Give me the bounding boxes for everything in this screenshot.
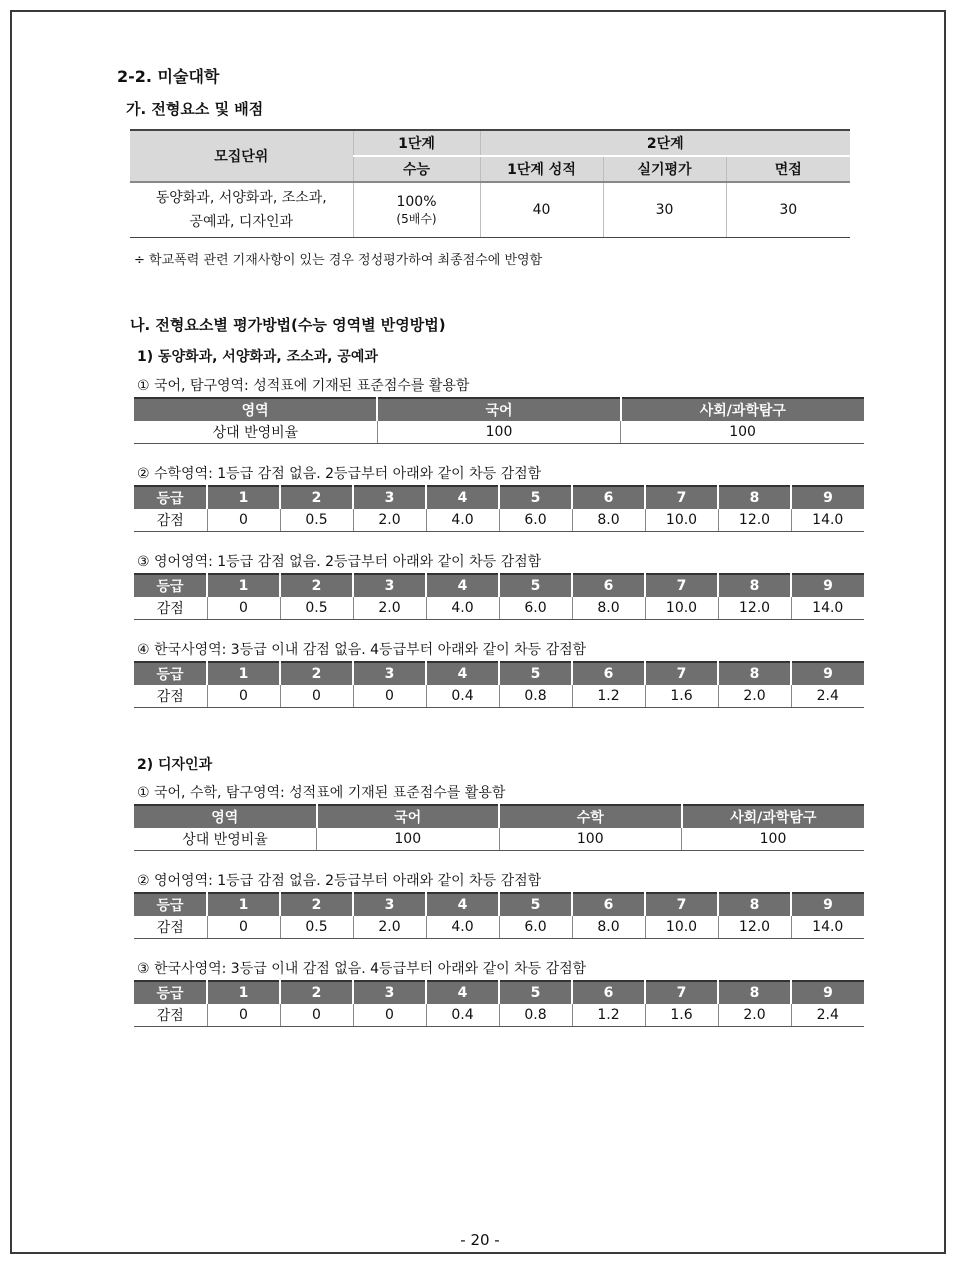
- grade-header-3: 3: [353, 981, 426, 1004]
- deduction-label: 감점: [134, 916, 207, 939]
- korean-ratio: 100: [377, 421, 620, 444]
- grade-header-3: 3: [353, 574, 426, 597]
- part2-item2-title: ② 영어영역: 1등급 감점 없음. 2등급부터 아래와 같이 차등 감점함: [137, 873, 542, 889]
- practical-value: 30: [603, 182, 726, 238]
- grade-header-label: 등급: [134, 893, 207, 916]
- grade-header-6: 6: [572, 486, 645, 509]
- deduction-grade-3: 2.0: [353, 509, 426, 532]
- interview-header: 면접: [726, 156, 850, 182]
- part1-title: 1) 동양화과, 서양화과, 조소과, 공예과: [137, 349, 378, 365]
- grade-header-8: 8: [718, 486, 791, 509]
- subsection-ga-title: 가. 전형요소 및 배점: [126, 100, 264, 118]
- unit-header: 모집단위: [130, 130, 353, 182]
- grade-header-2: 2: [280, 486, 353, 509]
- grade-header-2: 2: [280, 574, 353, 597]
- part2-history-deduction-table: [134, 980, 864, 1027]
- grade-header-3: 3: [353, 893, 426, 916]
- unit-cell: [130, 182, 353, 238]
- grade-header-2: 2: [280, 981, 353, 1004]
- deduction-grade-4: 4.0: [426, 916, 499, 939]
- deduction-grade-5: 6.0: [499, 916, 572, 939]
- part2-item1-title: ① 국어, 수학, 탐구영역: 성적표에 기재된 표준점수를 활용함: [137, 785, 506, 801]
- unit-line-2: 공예과, 디자인과: [189, 214, 294, 230]
- deduction-grade-1: 0: [207, 509, 280, 532]
- deduction-grade-1: 0: [207, 597, 280, 620]
- deduction-grade-6: 8.0: [572, 916, 645, 939]
- suneung-cell: [353, 182, 480, 238]
- part1-english-deduction-table: [134, 573, 864, 620]
- deduction-grade-8: 2.0: [718, 1004, 791, 1027]
- grade-header-5: 5: [499, 486, 572, 509]
- grade-header-5: 5: [499, 662, 572, 685]
- deduction-grade-5: 0.8: [499, 685, 572, 708]
- deduction-grade-1: 0: [207, 916, 280, 939]
- suneung-multiplier: (5배수): [396, 211, 437, 226]
- deduction-label: 감점: [134, 1004, 207, 1027]
- stage1-score-header: 1단계 성적: [480, 156, 603, 182]
- area-header: 영역: [134, 805, 317, 828]
- part1-item4-title: ④ 한국사영역: 3등급 이내 감점 없음. 4등급부터 아래와 같이 차등 감점함: [137, 642, 587, 658]
- grade-header-1: 1: [207, 486, 280, 509]
- deduction-grade-8: 12.0: [718, 509, 791, 532]
- grade-header-3: 3: [353, 662, 426, 685]
- part1-item2-title: ② 수학영역: 1등급 감점 없음. 2등급부터 아래와 같이 차등 감점함: [137, 466, 542, 482]
- deduction-label: 감점: [134, 597, 207, 620]
- grade-header-4: 4: [426, 574, 499, 597]
- grade-header-5: 5: [499, 574, 572, 597]
- subsection-na-title: 나. 전형요소별 평가방법(수능 영역별 반영방법): [130, 316, 446, 334]
- grade-header-2: 2: [280, 893, 353, 916]
- selection-elements-table: [130, 129, 850, 238]
- deduction-grade-7: 1.6: [645, 685, 718, 708]
- grade-header-4: 4: [426, 981, 499, 1004]
- grade-header-1: 1: [207, 662, 280, 685]
- school-violence-note: ÷ 학교폭력 관련 기재사항이 있는 경우 정성평가하여 최종점수에 반영함: [134, 253, 543, 268]
- unit-line-1: 동양화과, 서양화과, 조소과,: [155, 190, 327, 206]
- deduction-label: 감점: [134, 509, 207, 532]
- deduction-grade-6: 8.0: [572, 509, 645, 532]
- grade-header-8: 8: [718, 893, 791, 916]
- deduction-grade-5: 6.0: [499, 597, 572, 620]
- deduction-grade-7: 1.6: [645, 1004, 718, 1027]
- korean-ratio: 100: [317, 828, 500, 851]
- part1-ratio-table: [134, 397, 864, 444]
- deduction-grade-9: 14.0: [791, 597, 864, 620]
- deduction-grade-3: 0: [353, 685, 426, 708]
- deduction-grade-1: 0: [207, 685, 280, 708]
- grade-header-8: 8: [718, 574, 791, 597]
- grade-header-label: 등급: [134, 486, 207, 509]
- social-science-ratio: 100: [682, 828, 865, 851]
- grade-header-label: 등급: [134, 574, 207, 597]
- deduction-grade-6: 8.0: [572, 597, 645, 620]
- stage1-header: 1단계: [353, 130, 480, 156]
- grade-header-1: 1: [207, 893, 280, 916]
- math-header: 수학: [499, 805, 682, 828]
- grade-header-1: 1: [207, 574, 280, 597]
- grade-header-4: 4: [426, 893, 499, 916]
- korean-header: 국어: [377, 398, 620, 421]
- deduction-grade-3: 0: [353, 1004, 426, 1027]
- suneung-header: 수능: [353, 156, 480, 182]
- deduction-grade-2: 0.5: [280, 509, 353, 532]
- social-science-ratio: 100: [621, 421, 864, 444]
- deduction-label: 감점: [134, 685, 207, 708]
- deduction-grade-8: 12.0: [718, 597, 791, 620]
- grade-header-label: 등급: [134, 662, 207, 685]
- area-header: 영역: [134, 398, 377, 421]
- interview-value: 30: [726, 182, 850, 238]
- grade-header-5: 5: [499, 981, 572, 1004]
- deduction-grade-8: 12.0: [718, 916, 791, 939]
- grade-header-1: 1: [207, 981, 280, 1004]
- deduction-grade-5: 6.0: [499, 509, 572, 532]
- part2-ratio-table: [134, 804, 864, 851]
- part1-history-deduction-table: [134, 661, 864, 708]
- grade-header-6: 6: [572, 574, 645, 597]
- part2-english-deduction-table: [134, 892, 864, 939]
- grade-header-9: 9: [791, 893, 864, 916]
- grade-header-label: 등급: [134, 981, 207, 1004]
- deduction-grade-7: 10.0: [645, 916, 718, 939]
- part1-math-deduction-table: [134, 485, 864, 532]
- grade-header-6: 6: [572, 662, 645, 685]
- section-title: 2-2. 미술대학: [117, 67, 220, 86]
- math-ratio: 100: [499, 828, 682, 851]
- suneung-value: 100%: [396, 193, 437, 210]
- grade-header-9: 9: [791, 981, 864, 1004]
- deduction-grade-8: 2.0: [718, 685, 791, 708]
- deduction-grade-4: 4.0: [426, 509, 499, 532]
- part2-item3-title: ③ 한국사영역: 3등급 이내 감점 없음. 4등급부터 아래와 같이 차등 감점함: [137, 961, 587, 977]
- ratio-label: 상대 반영비율: [134, 828, 317, 851]
- deduction-grade-2: 0: [280, 685, 353, 708]
- grade-header-6: 6: [572, 981, 645, 1004]
- deduction-grade-4: 4.0: [426, 597, 499, 620]
- social-science-header: 사회/과학탐구: [682, 805, 865, 828]
- grade-header-5: 5: [499, 893, 572, 916]
- deduction-grade-9: 14.0: [791, 509, 864, 532]
- grade-header-9: 9: [791, 486, 864, 509]
- deduction-grade-7: 10.0: [645, 597, 718, 620]
- deduction-grade-6: 1.2: [572, 685, 645, 708]
- stage1-score-value: 40: [480, 182, 603, 238]
- deduction-grade-1: 0: [207, 1004, 280, 1027]
- part2-title: 2) 디자인과: [137, 757, 213, 773]
- deduction-grade-2: 0: [280, 1004, 353, 1027]
- social-science-header: 사회/과학탐구: [621, 398, 864, 421]
- page-number: - 20 -: [460, 1231, 500, 1249]
- grade-header-3: 3: [353, 486, 426, 509]
- grade-header-4: 4: [426, 662, 499, 685]
- grade-header-7: 7: [645, 574, 718, 597]
- stage2-header: 2단계: [480, 130, 850, 156]
- deduction-grade-9: 14.0: [791, 916, 864, 939]
- ratio-label: 상대 반영비율: [134, 421, 377, 444]
- deduction-grade-6: 1.2: [572, 1004, 645, 1027]
- deduction-grade-2: 0.5: [280, 597, 353, 620]
- grade-header-7: 7: [645, 486, 718, 509]
- grade-header-7: 7: [645, 981, 718, 1004]
- grade-header-4: 4: [426, 486, 499, 509]
- deduction-grade-4: 0.4: [426, 1004, 499, 1027]
- deduction-grade-7: 10.0: [645, 509, 718, 532]
- grade-header-8: 8: [718, 662, 791, 685]
- deduction-grade-2: 0.5: [280, 916, 353, 939]
- practical-header: 실기평가: [603, 156, 726, 182]
- grade-header-8: 8: [718, 981, 791, 1004]
- grade-header-9: 9: [791, 662, 864, 685]
- grade-header-9: 9: [791, 574, 864, 597]
- deduction-grade-9: 2.4: [791, 685, 864, 708]
- grade-header-2: 2: [280, 662, 353, 685]
- korean-header: 국어: [317, 805, 500, 828]
- grade-header-6: 6: [572, 893, 645, 916]
- deduction-grade-9: 2.4: [791, 1004, 864, 1027]
- deduction-grade-3: 2.0: [353, 597, 426, 620]
- grade-header-7: 7: [645, 893, 718, 916]
- part1-item1-title: ① 국어, 탐구영역: 성적표에 기재된 표준점수를 활용함: [137, 378, 470, 394]
- deduction-grade-4: 0.4: [426, 685, 499, 708]
- grade-header-7: 7: [645, 662, 718, 685]
- deduction-grade-3: 2.0: [353, 916, 426, 939]
- deduction-grade-5: 0.8: [499, 1004, 572, 1027]
- part1-item3-title: ③ 영어영역: 1등급 감점 없음. 2등급부터 아래와 같이 차등 감점함: [137, 554, 542, 570]
